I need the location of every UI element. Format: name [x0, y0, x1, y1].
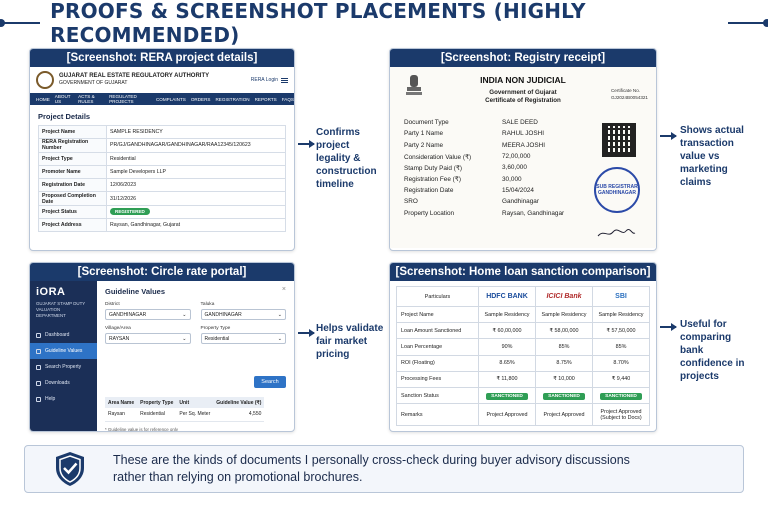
column-header: Unit: [176, 397, 213, 408]
row-value: 15/04/2024: [502, 186, 534, 194]
registrar-stamp: SUB REGISTRAR GANDHINAGAR: [594, 167, 640, 213]
row-key: Party 2 Name: [404, 141, 444, 149]
taluka-field: [201, 302, 287, 320]
iora-sidebar: [30, 281, 97, 432]
download-icon: [36, 381, 41, 386]
iora-dept: GUJARAT STAMP DUTY VALUATION DEPARTMENT: [36, 301, 86, 318]
arrow-icon: [660, 135, 676, 137]
search-icon: [36, 365, 41, 370]
rera-login-label: RERA Login: [250, 77, 278, 83]
row-key: ROI (Floating): [397, 355, 479, 371]
table-row: [397, 371, 650, 387]
registry-cert-title: Certificate of Registration: [485, 97, 561, 104]
sidebar-item-dashboard[interactable]: [30, 327, 97, 343]
table-row: [39, 205, 286, 218]
arrow-icon: [298, 332, 314, 334]
select-value: GANDHINAGAR: [109, 311, 147, 318]
village-field: [105, 326, 191, 344]
registry-row: [404, 162, 564, 173]
document-icon: [36, 349, 41, 354]
table-row: [397, 387, 650, 403]
guideline-table: [105, 397, 264, 422]
row-key: Sanction Status: [397, 387, 479, 403]
guideline-values-panel: [97, 281, 294, 432]
status-badge: REGISTERED: [110, 208, 150, 215]
sidebar-item-search-property[interactable]: [30, 359, 97, 375]
table-row: [105, 408, 264, 421]
guideline-note: * Guideline value is for reference only: [105, 427, 178, 432]
nav-item[interactable]: FAQS: [281, 96, 294, 102]
dashboard-icon: [36, 333, 41, 338]
menu-icon[interactable]: [281, 78, 288, 83]
loan-panel-header: [Screenshot: Home loan sanction comparison]: [390, 263, 656, 281]
row-key: Project Name: [397, 307, 479, 323]
row-value: RAHUL JOSHI: [502, 130, 545, 138]
nav-item[interactable]: ABOUT US: [54, 94, 71, 104]
nav-item[interactable]: REGISTRATION: [215, 96, 250, 102]
bottom-text-line: These are the kinds of documents I personally cross-check during buyer advisory discussions: [113, 453, 630, 467]
table-cell: Project Approved: [479, 404, 536, 426]
select-value: Residential: [204, 335, 230, 342]
table-cell: ₹ 57,50,000: [593, 323, 650, 339]
qr-code-icon: [602, 123, 636, 157]
table-cell: [536, 387, 593, 403]
row-key: Loan Amount Sanctioned: [397, 323, 479, 339]
row-value: MEERA JOSHI: [502, 141, 545, 149]
table-row: [39, 126, 286, 139]
loan-panel: [389, 262, 657, 432]
table-cell: 85%: [593, 339, 650, 355]
status-badge: SANCTIONED: [486, 393, 528, 400]
sidebar-item-label: Guideline Values: [45, 348, 83, 354]
table-cell: ₹ 10,000: [536, 371, 593, 387]
status-badge: SANCTIONED: [543, 393, 585, 400]
rera-org-name: GUJARAT REAL ESTATE REGULATORY AUTHORITY: [59, 73, 210, 79]
title-decoration-right: [728, 22, 768, 24]
icici-logo: ICICI Bank: [546, 293, 582, 300]
row-key: Proposed Completion Date: [39, 192, 107, 205]
table-cell: 4,550: [213, 408, 264, 421]
table-cell: Project Approved: [536, 404, 593, 426]
row-key: Document Type: [404, 119, 449, 127]
project-details-heading: Project Details: [38, 112, 91, 121]
table-row: [39, 192, 286, 205]
row-key: RERA Registration Number: [39, 139, 107, 152]
row-key: Project Status: [39, 205, 107, 218]
table-row: [39, 219, 286, 232]
bottom-text: [113, 452, 630, 486]
row-value: Raysan, Gandhinagar, Gujarat: [107, 219, 286, 232]
hdfc-logo: HDFC BANK: [486, 293, 528, 300]
column-header: Area Name: [105, 397, 137, 408]
title-row: [0, 0, 768, 47]
row-value: Residential: [107, 152, 286, 165]
filter-row: [105, 302, 286, 320]
bottom-text-line: rather than relying on promotional brochures.: [113, 470, 363, 484]
registry-title: INDIA NON JUDICIAL: [480, 75, 566, 85]
table-cell: 8.70%: [593, 355, 650, 371]
table-cell: Sample Residency: [479, 307, 536, 323]
sidebar-item-label: Dashboard: [45, 332, 70, 338]
table-cell: Sample Residency: [593, 307, 650, 323]
rera-login-link[interactable]: [251, 77, 288, 83]
table-row: [39, 139, 286, 152]
table-row: [397, 307, 650, 323]
row-value: 3,60,000: [502, 164, 527, 172]
arrow-icon: [298, 143, 314, 145]
shield-check-icon: [53, 450, 87, 488]
row-value: SALE DEED: [502, 119, 538, 127]
registry-row: [404, 173, 564, 184]
circle-panel-header: [Screenshot: Circle rate portal]: [30, 263, 294, 281]
table-cell: Sample Residency: [536, 307, 593, 323]
column-header: Property Type: [137, 397, 176, 408]
chevron-down-icon: ⌄: [277, 335, 282, 342]
column-header: Particulars: [397, 287, 479, 307]
select-value: RAYSAN: [109, 335, 130, 342]
row-key: SRO: [404, 198, 418, 206]
nav-item[interactable]: REGULATED PROJECTS: [109, 94, 137, 104]
table-row: [39, 179, 286, 192]
sidebar-item-label: Help: [45, 396, 56, 402]
taluka-select[interactable]: [201, 309, 287, 320]
registry-row: [404, 207, 564, 218]
table-cell: ₹ 11,800: [479, 371, 536, 387]
row-value: 31/12/2026: [107, 192, 286, 205]
table-cell: [479, 387, 536, 403]
column-header: Guideline Value (₹): [213, 397, 264, 408]
guideline-title: Guideline Values: [105, 287, 166, 296]
district-field: [105, 302, 191, 320]
table-cell: [593, 404, 650, 426]
row-value: 30,000: [502, 175, 522, 183]
row-key: Project Name: [39, 126, 107, 139]
table-cell: Per Sq. Meter: [176, 408, 213, 421]
registry-gov: Government of Gujarat: [489, 89, 557, 96]
table-cell: ₹ 9,440: [593, 371, 650, 387]
table-cell: Raysan: [105, 408, 137, 421]
nav-item[interactable]: COMPLAINTS: [155, 96, 186, 102]
rera-panel-header: [Screenshot: RERA project details]: [30, 49, 294, 67]
row-value: Gandhinagar: [502, 198, 539, 206]
search-button[interactable]: Search: [254, 376, 286, 388]
bank-header-hdfc: [479, 287, 536, 307]
row-key: Consideration Value (₹): [404, 153, 472, 161]
sidebar-item-guideline-values[interactable]: [30, 343, 97, 359]
village-select[interactable]: [105, 333, 191, 344]
district-select[interactable]: [105, 309, 191, 320]
registry-row: [404, 185, 564, 196]
certificate-label: Certificate No.: [610, 88, 641, 93]
row-value: Sample Developers LLP: [107, 165, 286, 178]
nav-item[interactable]: ACTS & RULES: [78, 94, 95, 104]
property-type-select[interactable]: [201, 333, 287, 344]
row-key: Registration Date: [39, 179, 107, 192]
close-icon[interactable]: ×: [281, 286, 286, 293]
chevron-down-icon: ⌄: [182, 335, 187, 342]
remark-text: Project Approved: [600, 408, 642, 415]
certificate-value: GJ2024B0054321: [610, 95, 648, 100]
circle-rate-panel: [29, 262, 295, 432]
table-row: [39, 165, 286, 178]
signature-icon: [596, 227, 636, 239]
table-cell: [593, 387, 650, 403]
row-value: 72,00,000: [502, 153, 531, 161]
gujarat-seal-icon: [36, 71, 54, 89]
table-row: [39, 152, 286, 165]
field-label: District: [105, 302, 120, 307]
rera-panel: [29, 48, 295, 251]
registry-row: [404, 151, 564, 162]
rera-org-sub: GOVERNMENT OF GUJARAT: [59, 80, 128, 86]
iora-logo: iORA: [36, 286, 66, 298]
project-details-table: [38, 125, 286, 232]
nav-item[interactable]: REPORTS: [254, 96, 277, 102]
row-key: Processing Fees: [397, 371, 479, 387]
sbi-logo: SBI: [615, 293, 627, 300]
bottom-banner: [24, 445, 744, 493]
table-cell: 8.75%: [536, 355, 593, 371]
table-cell: 85%: [536, 339, 593, 355]
row-key: Remarks: [397, 404, 479, 426]
registry-row: [404, 140, 564, 151]
row-key: Project Type: [39, 152, 107, 165]
registry-caption: Shows actual transaction value vs marketing claims: [680, 125, 744, 188]
table-cell: ₹ 60,00,000: [479, 323, 536, 339]
iora-app: [30, 281, 294, 432]
registry-document: [390, 67, 656, 248]
table-row: [397, 355, 650, 371]
table-cell: 90%: [479, 339, 536, 355]
field-label: Village/Area: [105, 326, 131, 331]
field-label: Taluka: [200, 302, 215, 307]
row-value: [107, 205, 286, 218]
row-key: Party 1 Name: [404, 130, 444, 138]
rera-nav: [30, 93, 294, 105]
certificate-number: [611, 87, 648, 101]
loan-comparison-table: [396, 286, 650, 426]
row-key: Stamp Duty Paid (₹): [404, 164, 463, 172]
registry-row: [404, 128, 564, 139]
remark-extra: (Subject to Docs): [600, 414, 642, 421]
status-badge: SANCTIONED: [600, 393, 642, 400]
row-value: PR/GJ/GANDHINAGAR/GANDHINAGAR/RAA12345/120623: [107, 139, 286, 152]
row-key: Loan Percentage: [397, 339, 479, 355]
help-icon: [36, 397, 41, 402]
table-cell: 8.65%: [479, 355, 536, 371]
table-header-row: [397, 287, 650, 307]
bank-header-icici: [536, 287, 593, 307]
select-value: GANDHINAGAR: [204, 311, 242, 318]
rera-site-header: [30, 67, 294, 93]
sidebar-item-label: Search Property: [45, 364, 82, 370]
sidebar-item-help[interactable]: [30, 391, 97, 407]
registry-row: [404, 196, 564, 207]
registry-fields: [404, 117, 564, 219]
table-cell: ₹ 58,00,000: [536, 323, 593, 339]
row-key: Registration Fee (₹): [404, 176, 461, 184]
row-key: Property Location: [404, 209, 455, 217]
sidebar-item-downloads[interactable]: [30, 375, 97, 391]
row-value: SAMPLE RESIDENCY: [107, 126, 286, 139]
registry-row: [404, 117, 564, 128]
row-value: 12/06/2023: [107, 179, 286, 192]
page-title: PROOFS & SCREENSHOT PLACEMENTS (HIGHLY RECOMMENDED): [50, 0, 586, 47]
table-header-row: [105, 397, 264, 408]
table-cell: Residential: [137, 408, 176, 421]
table-row: [397, 404, 650, 426]
chevron-down-icon: ⌄: [277, 311, 282, 318]
rera-org: [59, 73, 209, 87]
rera-body: [30, 105, 294, 237]
arrow-icon: [660, 326, 676, 328]
row-key: Project Address: [39, 219, 107, 232]
filter-row: [105, 326, 286, 344]
table-row: [397, 339, 650, 355]
circle-caption: Helps validate fair market pricing: [316, 323, 384, 360]
row-value: Raysan, Gandhinagar: [502, 209, 565, 217]
property-type-field: [201, 326, 287, 344]
loan-body: [390, 281, 656, 431]
sidebar-item-label: Downloads: [45, 380, 70, 386]
row-key: Registration Date: [404, 186, 454, 194]
chevron-down-icon: ⌄: [182, 311, 187, 318]
title-decoration-left: [0, 22, 40, 24]
field-label: Property Type: [200, 326, 231, 331]
bank-header-sbi: [593, 287, 650, 307]
nav-item[interactable]: ORDERS: [190, 96, 211, 102]
registry-panel: [389, 48, 657, 251]
row-key: Promoter Name: [39, 165, 107, 178]
loan-caption: Useful for comparing bank confidence in projects: [680, 319, 745, 382]
rera-caption: Confirms project legality & construction timeline: [316, 127, 377, 190]
registry-panel-header: [Screenshot: Registry receipt]: [390, 49, 656, 67]
table-row: [397, 323, 650, 339]
nav-item[interactable]: HOME: [36, 96, 50, 102]
